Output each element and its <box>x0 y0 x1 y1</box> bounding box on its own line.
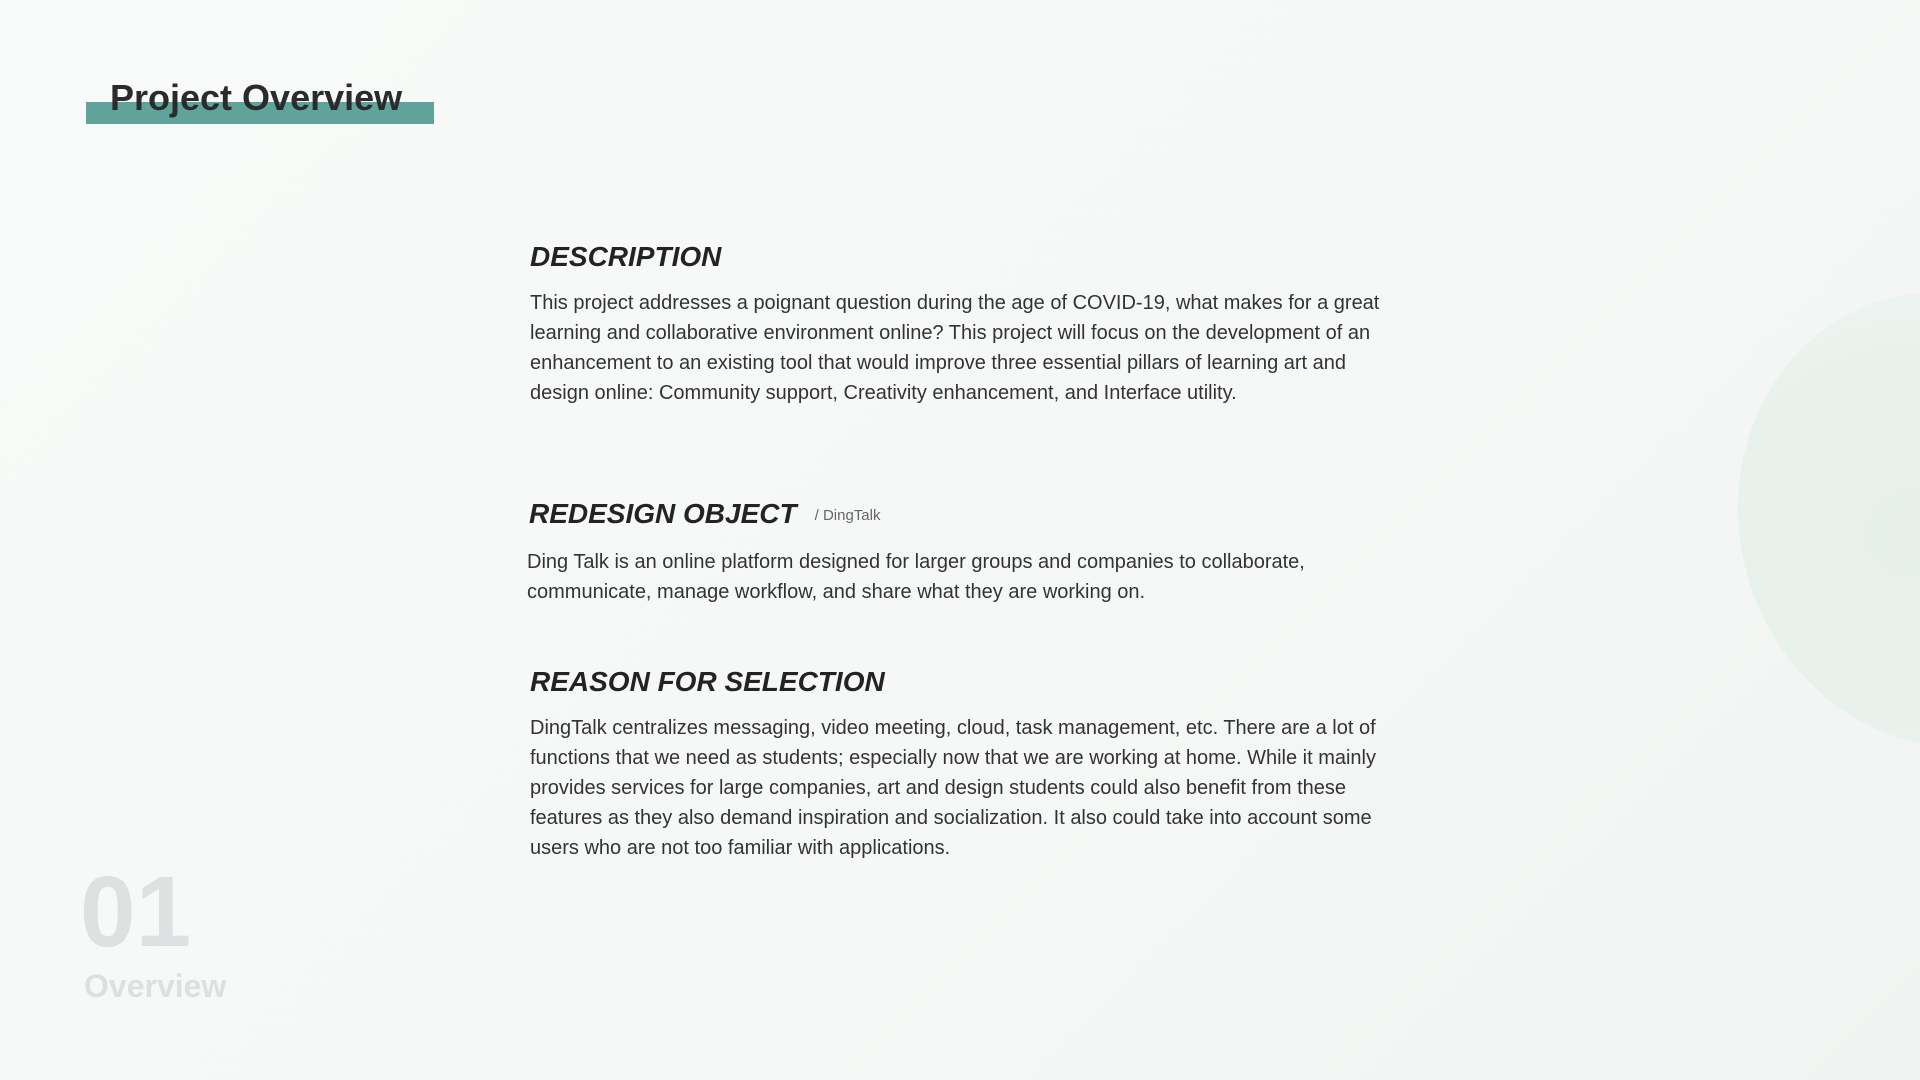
redesign-object-section <box>527 497 1407 607</box>
redesign-object-body: Ding Talk is an online platform designed for larger groups and companies to collaborate, communicate, manage workflow, and share what they are working on. <box>527 550 1305 603</box>
chapter-label: Overview <box>84 968 227 1004</box>
description-section <box>530 240 1410 408</box>
chapter-number: 01 <box>80 856 192 968</box>
description-body: This project addresses a poignant question during the age of COVID-19, what makes for a great learning and collaborative environment online? This project will focus on the development of an enhancement to an existing tool that would improve three essential pillars of learning art and design online: Community support, Creativity enhancement, and Interface utility. <box>530 292 1380 404</box>
redesign-object-tag: / DingTalk <box>814 506 881 524</box>
page-title <box>86 76 434 126</box>
redesign-object-heading <box>529 497 1407 533</box>
redesign-object-heading-text: REDESIGN OBJECT <box>529 498 797 529</box>
page-title-text: Project Overview <box>110 77 403 118</box>
reason-heading: REASON FOR SELECTION <box>530 666 885 697</box>
decorative-blob <box>1679 236 1920 803</box>
reason-section <box>530 665 1420 863</box>
reason-body: DingTalk centralizes messaging, video meeting, cloud, task management, etc. There are a lot of functions that we need as students; especially now that we are working at home. While it mainly provides services for large companies, art and design students could also benefit from these features as they also demand inspiration and socialization. It also could take into account some users who are not too familiar with applications. <box>530 717 1376 859</box>
description-heading: DESCRIPTION <box>530 241 722 272</box>
